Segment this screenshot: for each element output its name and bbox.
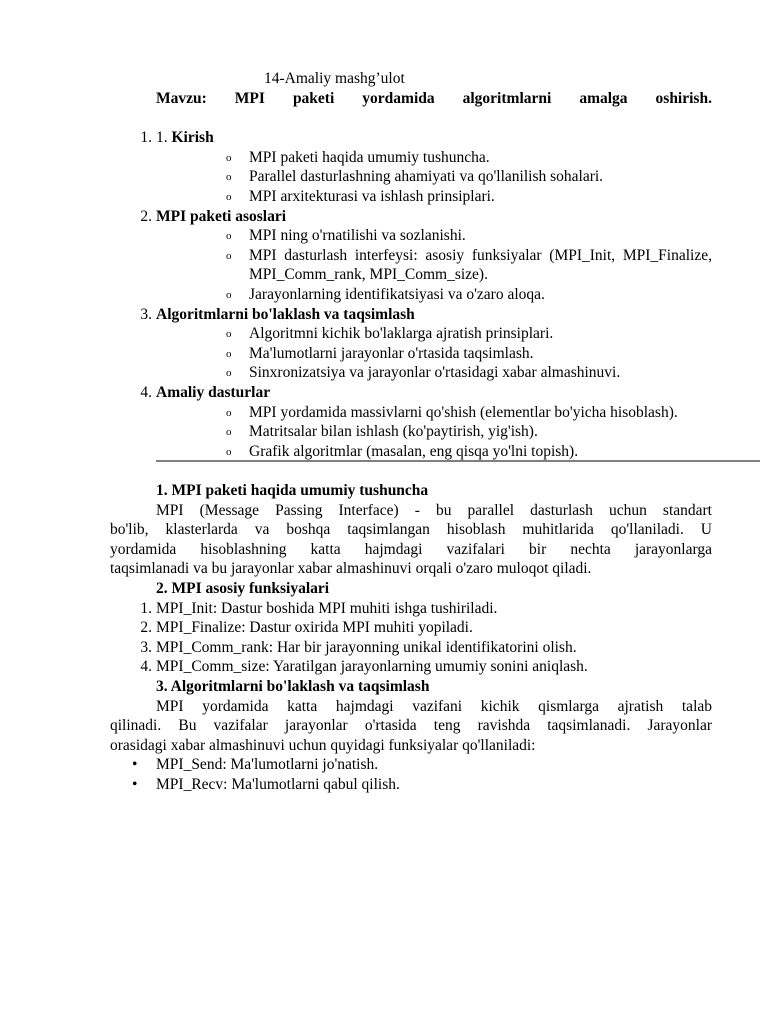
- topic-word: paketi: [292, 89, 335, 107]
- paragraph-line: MPI (Message Passing Interface) - bu parallel dasturlash uchun standart: [156, 501, 712, 519]
- outline-subitem: o MPI arxitekturasi va ishlash prinsiplari.: [226, 187, 495, 205]
- outline-subitem: o Algoritmni kichik bo'laklarga ajratish prinsiplari.: [226, 325, 554, 343]
- topic-label: Mavzu:: [156, 89, 207, 107]
- outline-subitem: o MPI yordamida massivlarni qo'shish (elementlar bo'yicha hisoblash).: [226, 403, 678, 421]
- topic-line: [110, 89, 712, 109]
- outline-heading: Kirish: [171, 129, 214, 147]
- list-item: • MPI_Send: Ma'lumotlarni jo'natish.: [132, 756, 379, 774]
- topic-word: yordamida: [362, 89, 435, 107]
- list-item: 2. MPI_Finalize: Dastur oxirida MPI muhiti yopiladi.: [140, 619, 473, 637]
- outline-subitem: o MPI paketi haqida umumiy tushuncha.: [226, 148, 490, 166]
- outline-prefix: 1.: [156, 129, 172, 147]
- outline-subitem: o Ma'lumotlarni jarayonlar o'rtasida taqsimlash.: [226, 344, 534, 362]
- list-item: 4. MPI_Comm_size: Yaratilgan jarayonlarning umumiy sonini aniqlash.: [140, 658, 588, 676]
- outline-subitem: o Sinxronizatsiya va jarayonlar o'rtasidagi xabar almashinuvi.: [226, 364, 621, 382]
- section-1: [110, 481, 712, 795]
- outline-item: [110, 383, 712, 461]
- outline-subitem: o Grafik algoritmlar (masalan, eng qisqa yo'lni topish).: [226, 442, 579, 460]
- list-item: 3. MPI_Comm_rank: Har bir jarayonning unikal identifikatorini olish.: [140, 638, 577, 656]
- bullet-list: [110, 755, 712, 794]
- outline-subitem: o Parallel dasturlashning ahamiyati va qo'llanilish sohalari.: [226, 168, 604, 186]
- outline-number: 2.: [140, 207, 152, 225]
- list-item: • MPI_Recv: Ma'lumotlarni qabul qilish.: [132, 775, 400, 793]
- outline-subitem: o Jarayonlarning identifikatsiyasi va o'zaro aloqa.: [226, 285, 545, 303]
- paragraph-line: bo'lib, klasterlarda va boshqa taqsimlangan hisoblash muhitlarida qo'llaniladi. U: [110, 521, 712, 539]
- topic-word: oshirish.: [655, 89, 712, 107]
- topic-word: algoritmlarni: [462, 89, 552, 107]
- section-heading: 1. MPI paketi haqida umumiy tushuncha: [156, 482, 429, 499]
- outline-item: [110, 207, 712, 305]
- outline-item: [110, 305, 712, 383]
- document-page: [110, 69, 712, 461]
- outline-subitem: o MPI dasturlash interfeysi: asosiy funksiyalar (MPI_Init, MPI_Finalize, MPI_Comm_rank, MPI_Comm_size).: [226, 246, 712, 284]
- paragraph-line: yordamida hisoblashning katta hajmdagi vazifalari bir nechta jarayonlarga: [110, 540, 712, 558]
- outline-heading: Algoritmlarni bo'laklash va taqsimlash: [156, 305, 415, 323]
- outline-item: [110, 128, 712, 206]
- topic-word: amalga: [579, 89, 628, 107]
- outline-heading: Amaliy dasturlar: [156, 383, 271, 401]
- paragraph-line: MPI yordamida katta hajmdagi vazifani kichik qismlarga ajratish talab: [156, 697, 712, 715]
- outline-heading: MPI paketi asoslari: [156, 207, 287, 225]
- outline-subitem: o MPI ning o'rnatilishi va sozlanishi.: [226, 227, 466, 245]
- section-heading: 2. MPI asosiy funksiyalari: [156, 579, 330, 597]
- paragraph-line: orasidagi xabar almashinuvi uchun quyidagi funksiyalar qo'llaniladi:: [110, 736, 536, 754]
- page-title: 14-Amaliy mashg’ulot: [264, 70, 405, 87]
- paragraph-line: taqsimlanadi va bu jarayonlar xabar almashinuvi orqali o'zaro muloqot qiladi.: [110, 560, 592, 578]
- outline-number: 4.: [140, 383, 152, 401]
- outline-number: 1.: [140, 129, 152, 147]
- list-item: 1. MPI_Init: Dastur boshida MPI muhiti ishga tushiriladi.: [140, 599, 498, 617]
- function-list: [110, 599, 712, 677]
- paragraph-line: qilinadi. Bu vazifalar jarayonlar o'rtasida teng ravishda taqsimlanadi. Jarayonlar: [110, 717, 712, 735]
- outline-subitem: o Matritsalar bilan ishlash (ko'paytirish, yig'ish).: [226, 423, 538, 441]
- topic-word: MPI: [234, 89, 265, 107]
- section-heading: 3. Algoritmlarni bo'laklash va taqsimlash: [156, 677, 430, 695]
- horizontal-rule: [156, 460, 760, 462]
- outline-list: [110, 128, 712, 461]
- outline-number: 3.: [140, 305, 152, 323]
